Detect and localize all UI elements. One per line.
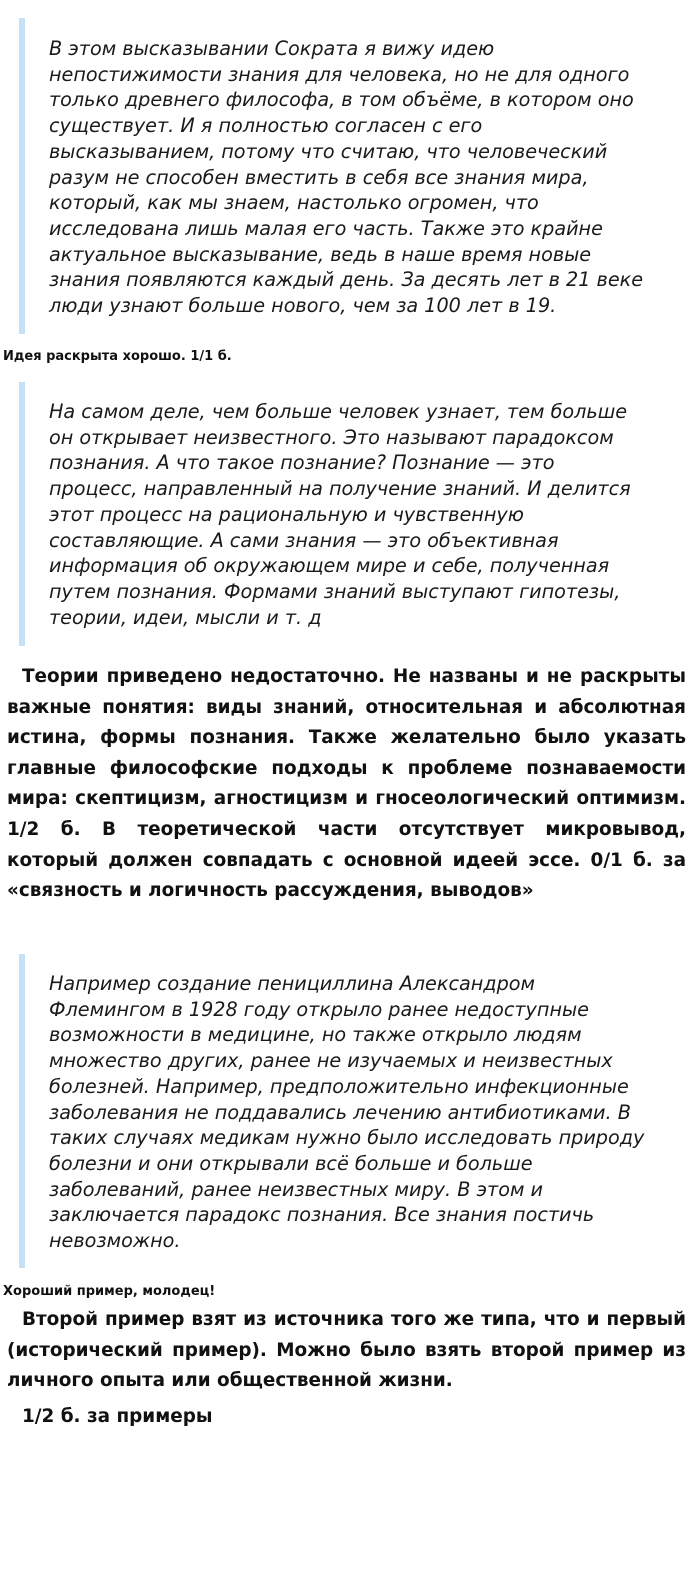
grader-note-idea: Идея раскрыта хорошо. 1/1 б. — [3, 349, 232, 364]
essay-quote-2-text: На самом деле, чем больше человек узнает, тем больше он открывает неизвестного. Это называют парадоксом познания. А что такое познание? Познание — это процесс, направленный на получение знаний. И делится этот процесс на рациональную и чувственную составляющие. А сами знания — это объективная информация об окружающем мире и себе, полученная путем познания. Формами знаний выступают гипотезы, теории, идеи, мысли и т. д — [49, 400, 631, 629]
essay-quote-1 — [19, 18, 659, 334]
essay-quote-3 — [19, 954, 659, 1268]
grader-comment-score: 1/2 б. за примеры — [22, 1406, 213, 1427]
grader-note-example: Хороший пример, молодец! — [3, 1284, 216, 1299]
grader-comment-theory: Теории приведено недостаточно. Не названы и не раскрыты важные понятия: виды знаний, относительная и абсолютная истина, формы познания. Также желательно было указать главные философские подходы к проблеме познаваемости мира: скептицизм, агностицизм и гносеологический оптимизм. 1/2 б. В теоретической части отсутствует микровывод, который должен совпадать с основной идеей эссе. 0/1 б. за «связность и логичность рассуждения, выводов» — [7, 666, 686, 902]
essay-quote-2 — [19, 382, 659, 646]
grader-comment-examples: Второй пример взят из источника того же типа, что и первый (исторический пример). Можно было взять второй пример из личного опыта или общественной жизни. — [7, 1309, 686, 1392]
essay-quote-1-text: В этом высказывании Сократа я вижу идею непостижимости знания для человека, но не для одного только древнего философа, в том объёме, в котором оно существует. И я полностью согласен с его высказыванием, потому что считаю, что человеческий разум не способен вместить в себя все знания мира, который, как мы знаем, настолько огромен, что исследована лишь малая его часть. Также это крайне актуальное высказывание, ведь в наше время новые знания появляются каждый день. За десять лет в 21 веке люди узнают больше нового, чем за 100 лет в 19. — [49, 37, 644, 318]
essay-quote-3-text: Например создание пенициллина Александром Флемингом в 1928 году открыло ранее недоступные возможности в медицине, но также открыло людям множество других, ранее не изучаемых и неизвестных болезней. Например, предположительно инфекционные заболевания не поддавались лечению антибиотиками. В таких случаях медикам нужно было исследовать природу болезни и они открывали всё больше и больше заболеваний, ранее неизвестных миру. В этом и заключается парадокс познания. Все знания постичь невозможно. — [49, 972, 645, 1253]
